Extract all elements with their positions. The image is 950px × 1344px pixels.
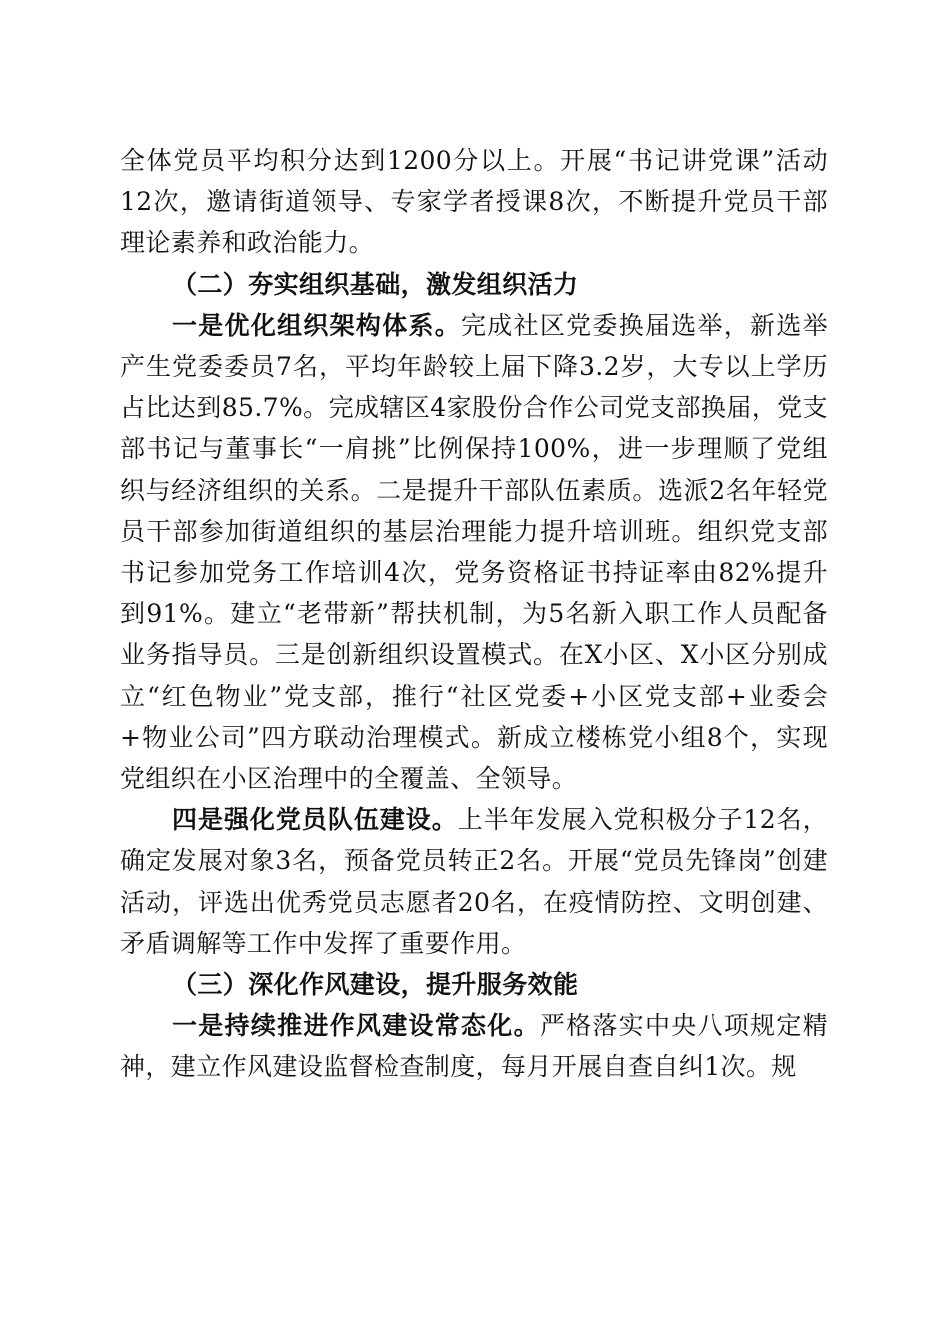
paragraph-1: 全体党员平均积分达到1200分以上。开展“书记讲党课”活动12次，邀请街道领导、专家学者授课8次，不断提升党员干部理论素养和政治能力。 — [120, 146, 828, 258]
paragraph-4-body: 严格落实中央八项规定精神，建立作风建设监督检查制度，每月开展自查自纠1次。规 — [120, 1011, 828, 1082]
paragraph-2-lead: 一是优化组织架构体系。 — [172, 310, 462, 340]
paragraph-2-body: 完成社区党委换届选举，新选举产生党委委员7名，平均年龄较上届下降3.2岁，大专以上学历占比达到85.7%。完成辖区4家股份合作公司党支部换届，党支部书记与董事长“一肩挑”比例保持100%，进一步理顺了党组织与经济组织的关系。二是提升干部队伍素质。选派2名年轻党员干部参加街道组织的基层治理能力提升培训班。组织党支部书记参加党务工作培训4次，党务资格证书持证率由82%提升到91%。建立“老带新”帮扶机制，为5名新入职工作人员配备业务指导员。三是创新组织设置模式。在X小区、X小区分别成立“红色物业”党支部，推行“社区党委+小区党支部+业委会+物业公司”四方联动治理模式。新成立楼栋党小组8个，实现党组织在小区治理中的全覆盖、全领导。 — [120, 310, 828, 794]
section-3-heading: （三）深化作风建设，提升服务效能 — [172, 970, 579, 1000]
document-page — [120, 140, 828, 1088]
paragraph-4 — [120, 1005, 828, 1087]
paragraph-4-lead: 一是持续推进作风建设常态化。 — [172, 1011, 540, 1041]
paragraph-3-body: 上半年发展入党积极分子12名，确定发展对象3名，预备党员转正2名。开展“党员先锋岗”创建活动，评选出优秀党员志愿者20名，在疫情防控、文明创建、矛盾调解等工作中发挥了重要作用。 — [120, 805, 828, 958]
paragraph-3-lead: 四是强化党员队伍建设。 — [172, 805, 458, 835]
paragraph-2 — [120, 305, 828, 799]
section-2-heading: （二）夯实组织基础，激发组织活力 — [172, 269, 579, 299]
paragraph-3 — [120, 799, 828, 964]
